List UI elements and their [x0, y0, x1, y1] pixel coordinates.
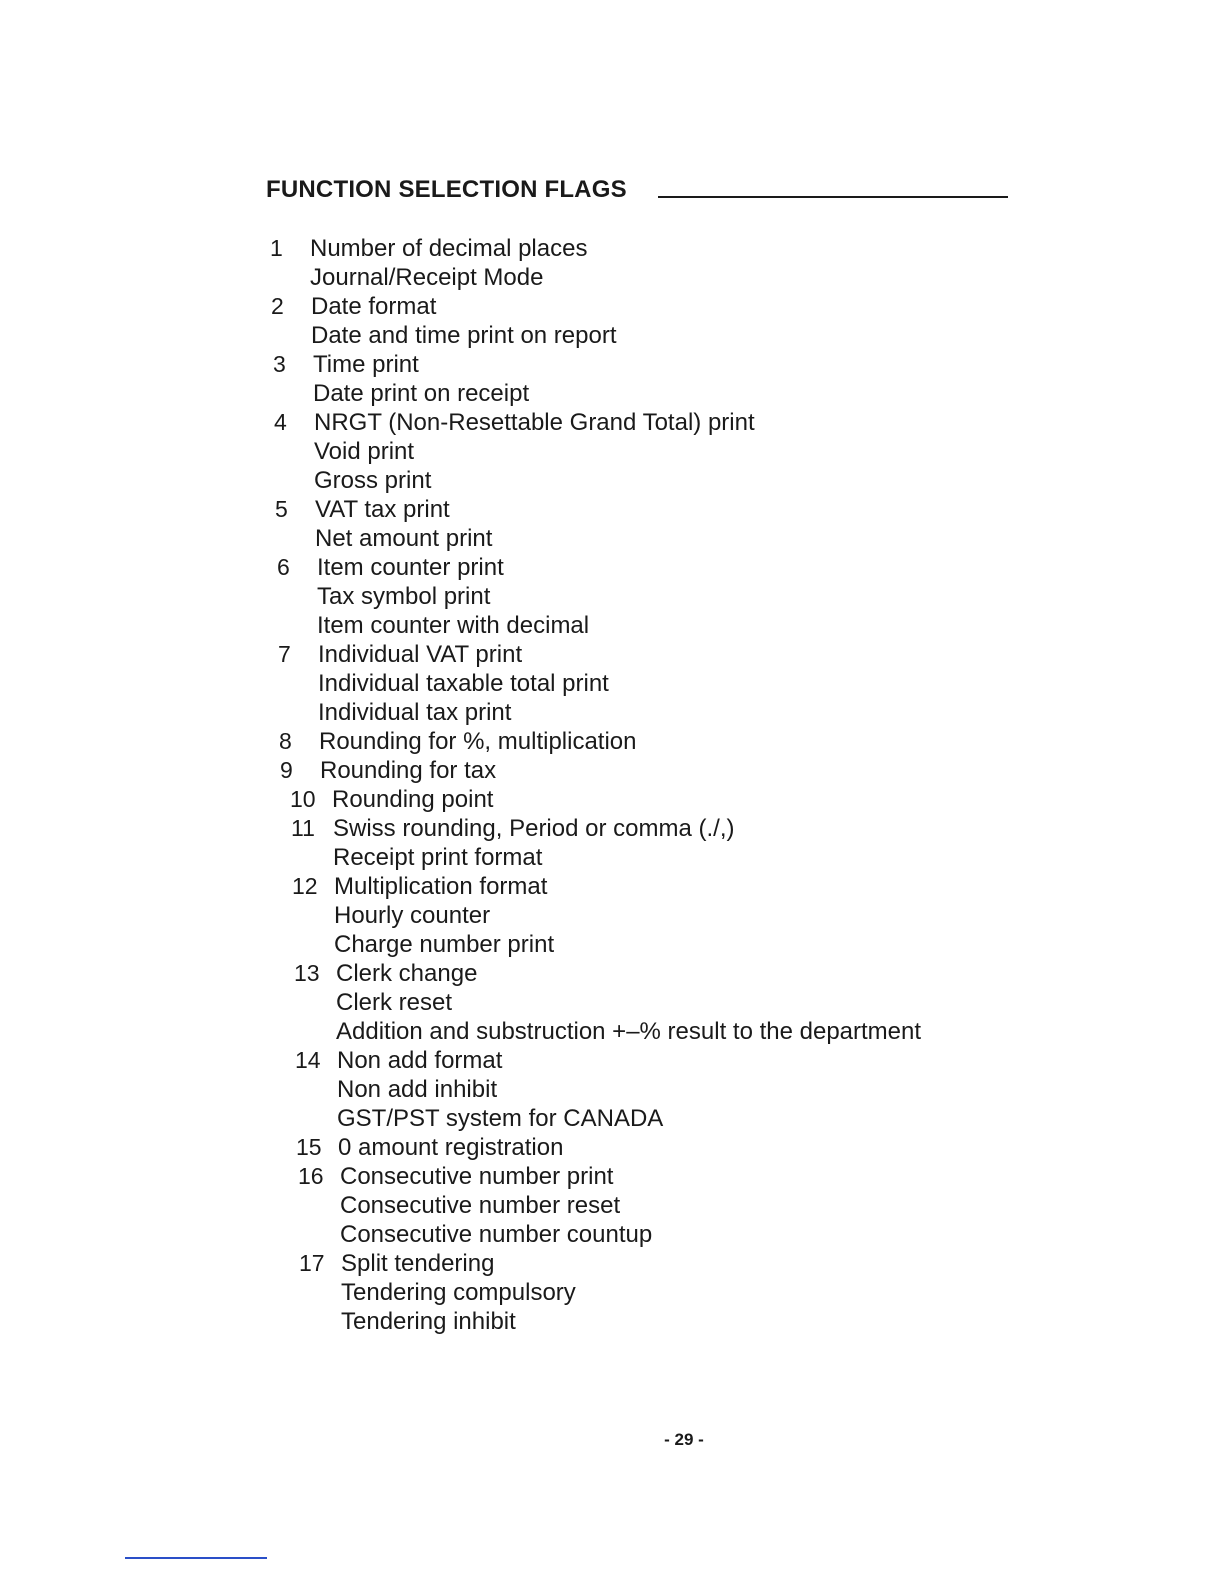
flag-number: 5: [275, 496, 288, 522]
flag-line: Individual VAT print: [318, 641, 523, 668]
flag-line: 0 amount registration: [338, 1134, 564, 1161]
flag-number: 10: [290, 786, 316, 812]
flag-line: Swiss rounding, Period or comma (./,): [333, 815, 735, 842]
flag-line: Receipt print format: [333, 844, 543, 871]
flag-lines: [266, 727, 1026, 756]
flag-line: Consecutive number print: [340, 1163, 614, 1190]
flag-line: Tendering inhibit: [341, 1308, 516, 1335]
flag-lines: [266, 408, 1026, 495]
flag-number: 11: [291, 815, 315, 841]
flag-entry: [266, 872, 1026, 959]
scan-edge-mark: [125, 1557, 267, 1559]
flag-line: Multiplication format: [334, 873, 548, 900]
flag-list: [266, 234, 1026, 1336]
flag-line: Rounding for %, multiplication: [319, 728, 637, 755]
page-footer: [0, 1430, 1224, 1450]
flag-entry: [266, 1249, 1026, 1336]
flag-entry: [266, 959, 1026, 1046]
page-heading: FUNCTION SELECTION FLAGS: [266, 176, 627, 203]
flag-line: Consecutive number countup: [340, 1221, 653, 1248]
flag-number: 15: [296, 1134, 322, 1160]
flag-entry: [266, 553, 1026, 640]
heading-rule: [658, 196, 1008, 198]
flag-entry: [266, 814, 1026, 872]
flag-number: 8: [279, 728, 292, 754]
flag-line: Clerk reset: [336, 989, 453, 1016]
flag-number: 9: [280, 757, 293, 783]
flag-number: 7: [278, 641, 291, 667]
flag-entry: [266, 292, 1026, 350]
flag-number: 17: [299, 1250, 325, 1276]
flag-lines: [266, 234, 1026, 292]
flag-entry: [266, 234, 1026, 292]
flag-number: 13: [294, 960, 320, 986]
flag-line: Number of decimal places: [310, 235, 588, 262]
flag-line: Journal/Receipt Mode: [310, 264, 544, 291]
flag-number: 14: [295, 1047, 321, 1073]
flag-line: Time print: [313, 351, 419, 378]
flag-number: 12: [292, 873, 318, 899]
flag-number: 6: [277, 554, 290, 580]
flag-lines: [266, 350, 1026, 408]
flag-line: VAT tax print: [315, 496, 450, 523]
flag-line: Date print on receipt: [313, 380, 530, 407]
flag-line: Date and time print on report: [311, 322, 617, 349]
flag-lines: [266, 553, 1026, 640]
flag-line: NRGT (Non-Resettable Grand Total) print: [314, 409, 755, 436]
flag-line: Clerk change: [336, 960, 478, 987]
heading-row: [266, 176, 1008, 208]
flag-entry: [266, 350, 1026, 408]
flag-line: Date format: [311, 293, 437, 320]
flag-line: Individual tax print: [318, 699, 512, 726]
flag-number: 1: [270, 235, 283, 261]
flag-line: Item counter print: [317, 554, 504, 581]
flag-line: Non add inhibit: [337, 1076, 498, 1103]
flag-entry: [266, 495, 1026, 553]
flag-entry: [266, 1046, 1026, 1133]
flag-line: Tax symbol print: [317, 583, 491, 610]
flag-entry: [266, 1162, 1026, 1249]
flag-number: 3: [273, 351, 286, 377]
flag-number: 16: [298, 1163, 324, 1189]
flag-lines: [266, 1133, 1026, 1162]
flag-number: 2: [271, 293, 284, 319]
flag-line: Non add format: [337, 1047, 503, 1074]
flag-line: Charge number print: [334, 931, 555, 958]
flag-line: Rounding point: [332, 786, 494, 813]
flag-lines: [266, 785, 1026, 814]
flag-entry: [266, 408, 1026, 495]
flag-lines: [266, 1162, 1026, 1249]
flag-line: Void print: [314, 438, 415, 465]
flag-line: Split tendering: [341, 1250, 495, 1277]
flag-entry: [266, 756, 1026, 785]
flag-line: Hourly counter: [334, 902, 491, 929]
flag-line: Tendering compulsory: [341, 1279, 576, 1306]
flag-line: Individual taxable total print: [318, 670, 609, 697]
flag-line: Rounding for tax: [320, 757, 497, 784]
flag-entry: [266, 727, 1026, 756]
flag-line: Gross print: [314, 467, 432, 494]
flag-entry: [266, 1133, 1026, 1162]
flag-line: Consecutive number reset: [340, 1192, 621, 1219]
flag-line: Net amount print: [315, 525, 493, 552]
flag-lines: [266, 959, 1026, 1046]
flag-lines: [266, 640, 1026, 727]
flag-lines: [266, 1046, 1026, 1133]
flag-lines: [266, 872, 1026, 959]
flag-lines: [266, 756, 1026, 785]
page-number: - 29 -: [664, 1430, 704, 1449]
flag-number: 4: [274, 409, 287, 435]
flag-entry: [266, 785, 1026, 814]
flag-line: Addition and substruction +–% result to the department: [336, 1018, 922, 1045]
flag-lines: [266, 292, 1026, 350]
flag-lines: [266, 1249, 1026, 1336]
flag-entry: [266, 640, 1026, 727]
flag-lines: [266, 495, 1026, 553]
flag-lines: [266, 814, 1026, 872]
flag-line: GST/PST system for CANADA: [337, 1105, 664, 1132]
flag-line: Item counter with decimal: [317, 612, 590, 639]
